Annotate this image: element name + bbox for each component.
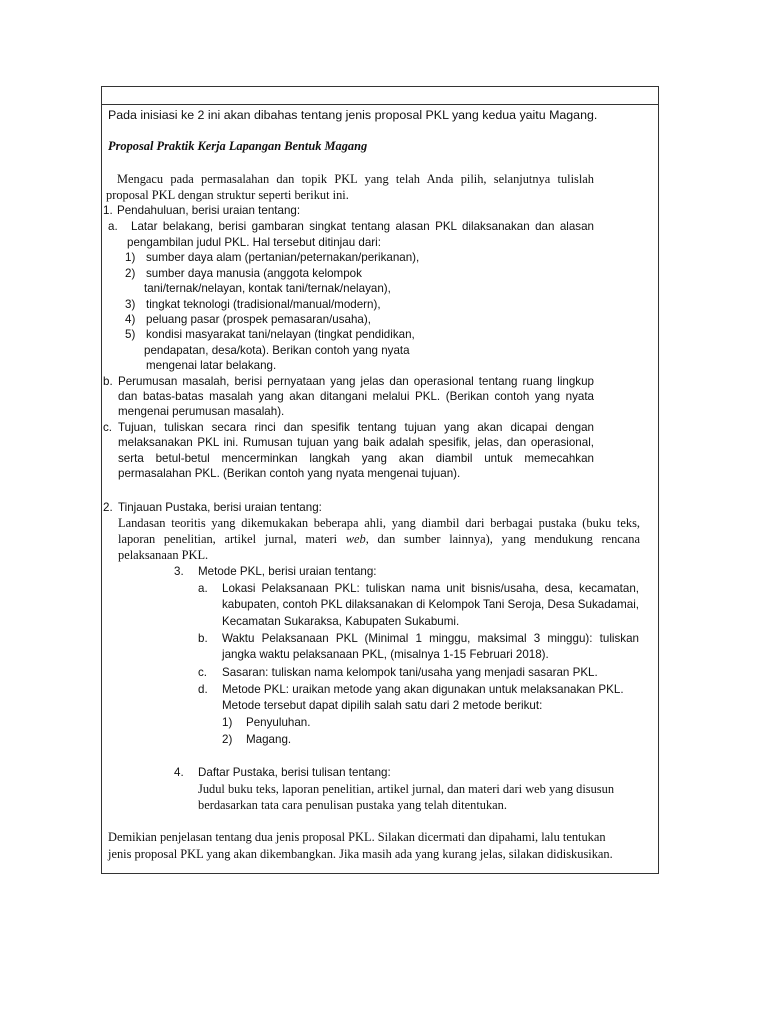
section-1c-marker: c. [103,421,113,434]
document-heading: Proposal Praktik Kerja Lapangan Bentuk Magang [108,139,368,153]
section-1c-line2: melaksanakan PKL ini. Rumusan tujuan yang baik adalah spesifik, jelas, dan operasional, [118,436,594,449]
closing-line1: Demikian penjelasan tentang dua jenis proposal PKL. Silakan dicermati dan dipahami, lalu tentukan [108,830,606,844]
list-item-text: sumber daya alam (pertanian/peternakan/perikanan), [146,251,420,264]
section-4-line2: berdasarkan tata cara penulisan pustaka yang telah ditentukan. [198,798,507,812]
section-1b-line1: Perumusan masalah, berisi pernyataan yang jelas dan operasional tentang ruang lingkup [118,375,594,388]
section-1a-marker: a. [108,220,118,233]
list-item-text: sumber daya manusia (anggota kelompok [146,267,362,280]
section-1b-line3: mengenai perumusan masalah). [118,405,285,418]
section-1-title: Pendahuluan, berisi uraian tentang: [117,204,301,217]
section-3c-marker: c. [198,666,208,679]
paragraph-intro-line2: proposal PKL dengan struktur seperti berikut ini. [106,188,349,202]
header-strip [102,87,658,105]
section-3d-line1: Metode PKL: uraikan metode yang akan digunakan untuk melaksanakan PKL. [222,683,624,696]
section-3b-line2: jangka waktu pelaksanaan PKL, (misalnya 1-15 Februari 2018). [222,648,549,661]
list-item-number: 2) [125,267,136,280]
section-1a-line2: pengambilan judul PKL. Hal tersebut ditinjau dari: [127,236,381,249]
section-1c-line4: permasalahan PKL. (Berikan contoh yang nyata mengenai tujuan). [118,467,461,480]
section-3a-line1: Lokasi Pelaksanaan PKL: tuliskan nama unit bisnis/usaha, desa, kecamatan, [222,582,639,595]
method-item-number: 1) [222,716,233,729]
section-2-line1: Landasan teoritis yang dikemukakan beberapa ahli, yang diambil dari berbagai pustaka (buku teks, [118,516,640,530]
method-item-text: Magang. [246,733,292,746]
section-1c-line3: serta betul-betul mencerminkan langkah yang akan diambil untuk memecahkan [118,452,594,465]
section-3c-line1: Sasaran: tuliskan nama kelompok tani/usaha yang menjadi sasaran PKL. [222,666,598,679]
section-4-line1: Judul buku teks, laporan penelitian, artikel jurnal, dan materi dari web yang disusun [198,782,615,796]
section-2-line2: laporan penelitian, artikel jurnal, materi web, dan sumber lainnya), yang mendukung rencana [118,532,640,546]
closing-line2: jenis proposal PKL yang akan dikembangkan. Jika masih ada yang kurang jelas, silakan didiskusikan. [108,847,613,861]
list-item-text-cont: mengenai latar belakang. [146,359,277,372]
intro-text: Pada inisiasi ke 2 ini akan dibahas tentang jenis proposal PKL yang kedua yaitu Magang. [108,108,598,122]
section-1a-line1: Latar belakang, berisi gambaran singkat tentang alasan PKL dilaksanakan dan alasan [131,220,594,233]
list-item-number: 5) [125,328,136,341]
web-word: web [345,532,366,546]
list-item-number: 3) [125,298,136,311]
section-4-number: 4. [174,766,184,779]
method-item-text: Penyuluhan. [246,716,311,729]
list-item-text: kondisi masyarakat tani/nelayan (tingkat pendidikan, [146,328,415,341]
section-2-number: 2. [103,501,113,514]
list-item-text-cont: tani/ternak/nelayan, kontak tani/ternak/nelayan), [144,282,391,295]
section-3-title: Metode PKL, berisi uraian tentang: [198,565,377,578]
list-item-text: tingkat teknologi (tradisional/manual/modern), [146,298,381,311]
method-item-number: 2) [222,733,233,746]
paragraph-intro-line1: Mengacu pada permasalahan dan topik PKL yang telah Anda pilih, selanjutnya tulislah [117,172,594,186]
section-4-title: Daftar Pustaka, berisi tulisan tentang: [198,766,391,779]
section-3a-line2: kabupaten, contoh PKL dilaksanakan di Kelompok Tani Seroja, Desa Sukadamai, [222,598,639,611]
list-item-number: 4) [125,313,136,326]
list-item-text-cont: pendapatan, desa/kota). Berikan contoh yang nyata [144,344,410,357]
list-item-number: 1) [125,251,136,264]
section-3a-line3: Kecamatan Sukaraksa, Kabupaten Sukabumi. [222,615,460,628]
section-3d-marker: d. [198,683,208,696]
section-3d-line2: Metode tersebut dapat dipilih salah satu dari 2 metode berikut: [222,699,543,712]
section-1c-line1: Tujuan, tuliskan secara rinci dan spesifik tentang tujuan yang akan dicapai dengan [118,421,594,434]
list-item-text: peluang pasar (prospek pemasaran/usaha), [146,313,371,326]
section-1b-marker: b. [103,375,113,388]
section-3-number: 3. [174,565,184,578]
section-1b-line2: dan batas-batas masalah yang akan ditangani melalui PKL. (Berikan contoh yang nyata [118,390,594,403]
section-1-number: 1. [103,204,113,217]
section-3b-marker: b. [198,632,208,645]
section-3a-marker: a. [198,582,208,595]
section-3b-line1: Waktu Pelaksanaan PKL (Minimal 1 minggu, maksimal 3 minggu): tuliskan [222,632,639,645]
section-2-line3: pelaksanaan PKL. [118,548,209,562]
section-2-title: Tinjauan Pustaka, berisi uraian tentang: [118,501,322,514]
